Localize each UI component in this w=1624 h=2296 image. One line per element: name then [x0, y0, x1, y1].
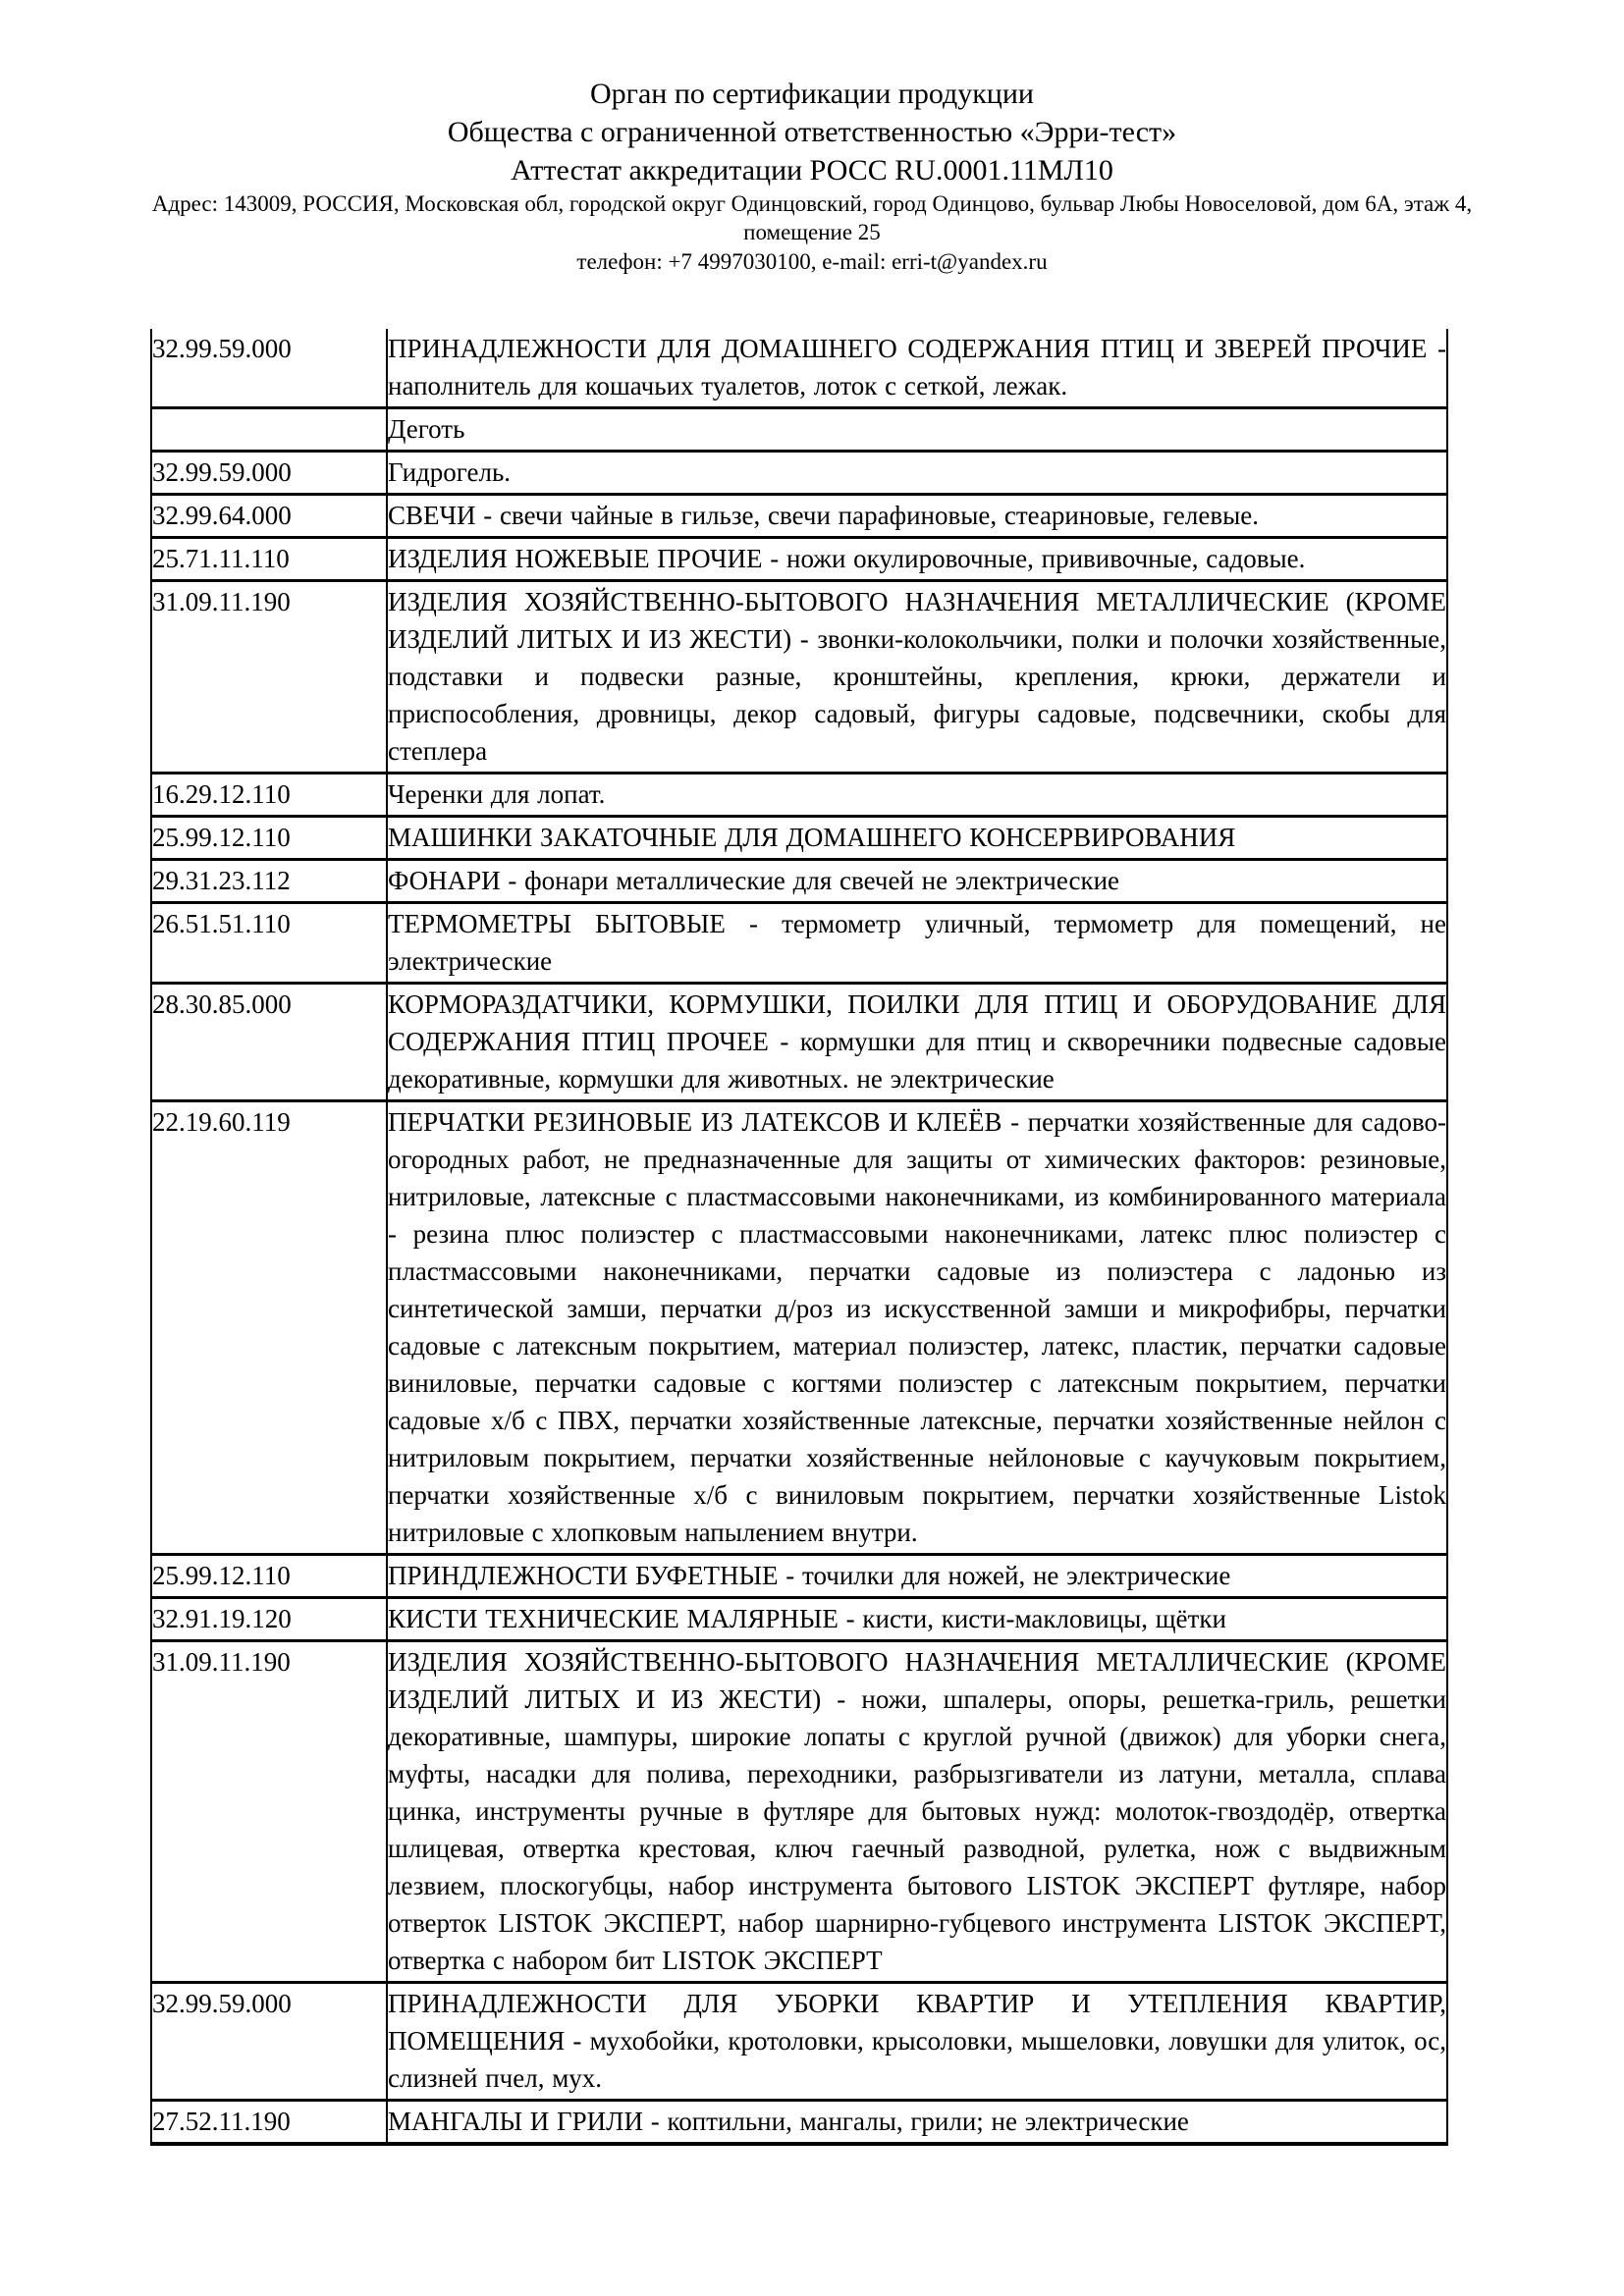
table-row: [151, 860, 1447, 903]
header-contact-line: телефон: +7 4997030100, e-mail: erri-t@yandex.ru: [576, 249, 1048, 274]
product-description-cell: ПРИНАДЛЕЖНОСТИ ДЛЯ ДОМАШНЕГО СОДЕРЖАНИЯ ПТИЦ И ЗВЕРЕЙ ПРОЧИЕ - наполнитель для кошачьих туалетов, лоток с сеткой, лежак.: [387, 329, 1447, 408]
product-code-cell: 32.91.19.120: [151, 1598, 387, 1641]
product-description-cell: КОРМОРАЗДАТЧИКИ, КОРМУШКИ, ПОИЛКИ ДЛЯ ПТИЦ И ОБОРУДОВАНИЕ ДЛЯ СОДЕРЖАНИЯ ПТИЦ ПРОЧЕЕ - кормушки для птиц и скворечники подвесные садовые декоративные, кормушки для животных. не электрические: [387, 984, 1447, 1101]
product-code-cell: 32.99.59.000: [151, 1983, 387, 2101]
product-description-cell: ПРИНАДЛЕЖНОСТИ ДЛЯ УБОРКИ КВАРТИР И УТЕПЛЕНИЯ КВАРТИР, ПОМЕЩЕНИЯ - мухобойки, кротоловки, крысоловки, мышеловки, ловушки для улиток, ос, слизней пчел, мух.: [387, 1983, 1447, 2101]
product-description-cell: ИЗДЕЛИЯ ХОЗЯЙСТВЕННО-БЫТОВОГО НАЗНАЧЕНИЯ МЕТАЛЛИЧЕСКИЕ (КРОМЕ ИЗДЕЛИЙ ЛИТЫХ И ИЗ ЖЕСТИ) - звонки-колокольчики, полки и полочки хозяйственные, подставки и подвески разные, кронштейны, крепления, крюки, держатели и приспособления, дровницы, декор садовый, фигуры садовые, подсвечники, скобы для степлера: [387, 581, 1447, 774]
table-row: [151, 581, 1447, 774]
table-row: [151, 495, 1447, 538]
product-description-cell: СВЕЧИ - свечи чайные в гильзе, свечи парафиновые, стеариновые, гелевые.: [387, 495, 1447, 538]
table-row: [151, 329, 1447, 408]
product-description-cell: МАШИНКИ ЗАКАТОЧНЫЕ ДЛЯ ДОМАШНЕГО КОНСЕРВИРОВАНИЯ: [387, 817, 1447, 860]
table-row: [151, 408, 1447, 452]
product-description-cell: ИЗДЕЛИЯ НОЖЕВЫЕ ПРОЧИЕ - ножи окулировочные, прививочные, садовые.: [387, 538, 1447, 581]
product-description-cell: ФОНАРИ - фонари металлические для свечей не электрические: [387, 860, 1447, 903]
product-description-cell: МАНГАЛЫ И ГРИЛИ - коптильни, мангалы, грили; не электрические: [387, 2101, 1447, 2145]
header-company-name: Общества с ограниченной ответственностью «Эрри-тест»: [447, 116, 1177, 148]
table-row: [151, 2101, 1447, 2145]
product-code-cell: 31.09.11.190: [151, 581, 387, 774]
table-row: [151, 1101, 1447, 1555]
product-code-cell: 27.52.11.190: [151, 2101, 387, 2145]
product-codes-table: [150, 329, 1448, 2146]
product-code-cell: [151, 408, 387, 452]
product-code-cell: 16.29.12.110: [151, 774, 387, 817]
product-description-cell: ПРИНДЛЕЖНОСТИ БУФЕТНЫЕ - точилки для ножей, не электрические: [387, 1555, 1447, 1598]
table-row: [151, 774, 1447, 817]
product-description-cell: ИЗДЕЛИЯ ХОЗЯЙСТВЕННО-БЫТОВОГО НАЗНАЧЕНИЯ МЕТАЛЛИЧЕСКИЕ (КРОМЕ ИЗДЕЛИЙ ЛИТЫХ И ИЗ ЖЕСТИ) - ножи, шпалеры, опоры, решетка-гриль, решетки декоративные, шампуры, широкие лопаты с круглой ручной (движок) для уборки снега, муфты, насадки для полива, переходники, разбрызгиватели из латуни, металла, сплава цинка, инструменты ручные в футляре для бытовых нужд: молоток-гвоздодёр, отвертка шлицевая, отвертка крестовая, ключ гаечный разводной, рулетка, нож с выдвижным лезвием, плоскогубцы, набор инструмента бытового LISTOK ЭКСПЕРТ футляре, набор отверток LISTOK ЭКСПЕРТ, набор шарнирно-губцевого инструмента LISTOK ЭКСПЕРТ, отвертка с набором бит LISTOK ЭКСПЕРТ: [387, 1641, 1447, 1983]
product-description-cell: Деготь: [387, 408, 1447, 452]
table-row: [151, 452, 1447, 495]
table-row: [151, 1598, 1447, 1641]
header-address-line-2: помещение 25: [743, 220, 881, 244]
table-row: [151, 817, 1447, 860]
document-header: [0, 75, 1624, 276]
product-code-cell: 22.19.60.119: [151, 1101, 387, 1555]
header-org-title: Орган по сертификации продукции: [590, 78, 1034, 110]
product-description-cell: Черенки для лопат.: [387, 774, 1447, 817]
product-description-cell: ТЕРМОМЕТРЫ БЫТОВЫЕ - термометр уличный, термометр для помещений, не электрические: [387, 903, 1447, 984]
table-row: [151, 1641, 1447, 1983]
product-code-cell: 25.99.12.110: [151, 817, 387, 860]
table-row: [151, 903, 1447, 984]
product-code-cell: 32.99.59.000: [151, 329, 387, 408]
product-code-cell: 28.30.85.000: [151, 984, 387, 1101]
product-code-cell: 32.99.64.000: [151, 495, 387, 538]
table-row: [151, 1983, 1447, 2101]
product-code-cell: 32.99.59.000: [151, 452, 387, 495]
product-code-cell: 25.99.12.110: [151, 1555, 387, 1598]
product-table-body: [151, 329, 1447, 2144]
product-description-cell: Гидрогель.: [387, 452, 1447, 495]
header-address-line-1: Адрес: 143009, РОССИЯ, Московская обл, городской округ Одинцовский, город Одинцово, бульвар Любы Новоселовой, дом 6А, этаж 4,: [151, 191, 1473, 216]
table-row: [151, 1555, 1447, 1598]
product-description-cell: КИСТИ ТЕХНИЧЕСКИЕ МАЛЯРНЫЕ - кисти, кисти-макловицы, щётки: [387, 1598, 1447, 1641]
table-row: [151, 538, 1447, 581]
product-code-cell: 26.51.51.110: [151, 903, 387, 984]
product-code-cell: 31.09.11.190: [151, 1641, 387, 1983]
product-code-cell: 29.31.23.112: [151, 860, 387, 903]
product-code-cell: 25.71.11.110: [151, 538, 387, 581]
product-description-cell: ПЕРЧАТКИ РЕЗИНОВЫЕ ИЗ ЛАТЕКСОВ И КЛЕЁВ - перчатки хозяйственные для садово-огородных работ, не предназначенные для защиты от химических факторов: резиновые, нитриловые, латексные с пластмассовыми наконечниками, из комбинированного материала - резина плюс полиэстер с пластмассовыми наконечниками, латекс плюс полиэстер с пластмассовыми наконечниками, перчатки садовые из полиэстера с ладонью из синтетической замши, перчатки д/роз из искусственной замши и микрофибры, перчатки садовые с латексным покрытием, материал полиэстер, латекс, пластик, перчатки садовые виниловые, перчатки садовые с когтями полиэстер с латексным покрытием, перчатки садовые х/б с ПВХ, перчатки хозяйственные латексные, перчатки хозяйственные нейлон с нитриловым покрытием, перчатки хозяйственные нейлоновые с каучуковым покрытием, перчатки хозяйственные х/б с виниловым покрытием, перчатки хозяйственные Listok нитриловые с хлопковым напылением внутри.: [387, 1101, 1447, 1555]
header-accreditation-number: Аттестат аккредитации РОСС RU.0001.11МЛ10: [511, 154, 1113, 187]
table-row: [151, 984, 1447, 1101]
